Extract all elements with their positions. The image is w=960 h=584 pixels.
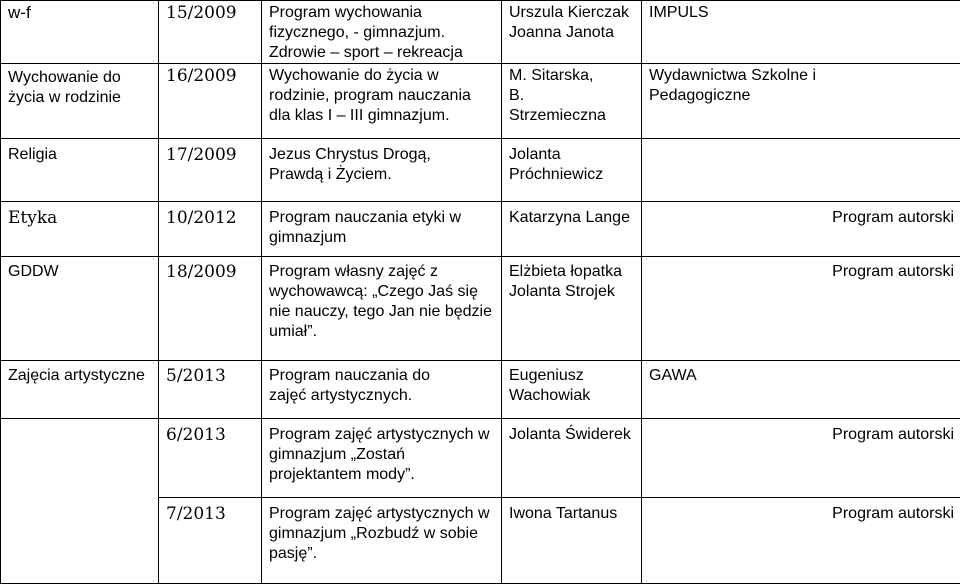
authors-text: Jolanta Próchniewicz (509, 145, 609, 185)
program-text: Program własny zajęć z wychowawcą: „Czego Jaś się nie nauczy, tego Jan nie będzie umiał”. (269, 262, 495, 342)
authors-cell: Iwona Tartanus (502, 497, 642, 584)
subject-cell: Zajęcia artystyczne (1, 361, 159, 419)
subject-cell: GDDW (1, 257, 159, 361)
authors-cell: Jolanta Świderek (502, 419, 642, 498)
subject-cell (1, 497, 159, 584)
number-cell: 6/2013 (159, 419, 262, 498)
authors-cell (502, 257, 642, 361)
program-text: Jezus Chrystus Drogą, Prawdą i Życiem. (269, 145, 469, 185)
publisher-cell (642, 64, 960, 139)
number-cell: 7/2013 (159, 497, 262, 584)
authors-cell: Katarzyna Lange (502, 202, 642, 257)
program-cell (262, 419, 502, 498)
authors-cell (502, 361, 642, 419)
authors-text: Urszula Kierczak Joanna Janota (509, 3, 634, 43)
table-row (1, 64, 960, 139)
program-text: Wychowanie do życia w rodzinie, program nauczania dla klas I – III gimnazjum. (269, 66, 495, 126)
program-cell (262, 139, 502, 202)
table-row (1, 257, 960, 361)
authors-text: Elżbieta łopatka Jolanta Strojek (509, 262, 629, 302)
program-cell (262, 1, 502, 64)
publisher-cell (642, 139, 960, 202)
number-cell: 10/2012 (159, 202, 262, 257)
publisher-cell: Program autorski (642, 257, 960, 361)
program-cell (262, 64, 502, 139)
authors-cell (502, 1, 642, 64)
program-text: Program zajęć artystycznych w gimnazjum „Rozbudź w sobie pasję”. (269, 504, 495, 564)
publisher-cell: GAWA (642, 361, 960, 419)
number-cell: 18/2009 (159, 257, 262, 361)
authors-text: Eugeniusz Wachowiak (509, 366, 609, 406)
program-text: Program nauczania do zajęć artystycznych. (269, 366, 469, 406)
program-cell (262, 257, 502, 361)
table-row (1, 497, 960, 584)
program-text: Program zajęć artystycznych w gimnazjum „Zostań projektantem mody”. (269, 425, 495, 485)
table-row (1, 139, 960, 202)
subject-cell: Wychowanie do życia w rodzinie (1, 64, 159, 139)
publisher-cell: Program autorski (642, 202, 960, 257)
authors-cell (502, 139, 642, 202)
subject-cell: w-f (1, 1, 159, 64)
number-cell: 16/2009 (159, 64, 262, 139)
table-row (1, 361, 960, 419)
number-cell: 5/2013 (159, 361, 262, 419)
publisher-cell: IMPULS (642, 1, 960, 64)
table-row (1, 419, 960, 498)
authors-cell (502, 64, 642, 139)
subject-cell: Religia (1, 139, 159, 202)
subject-cell: Etyka (1, 202, 159, 257)
number-cell: 17/2009 (159, 139, 262, 202)
publisher-cell: Program autorski (642, 497, 960, 584)
publisher-cell: Program autorski (642, 419, 960, 498)
table-row (1, 1, 960, 64)
number-cell: 15/2009 (159, 1, 262, 64)
table-row (1, 202, 960, 257)
authors-text: M. Sitarska, B. Strzemieczna (509, 66, 609, 126)
program-cell (262, 202, 502, 257)
program-cell (262, 361, 502, 419)
publisher-text: Wydawnictwa Szkolne i Pedagogiczne (649, 66, 824, 106)
program-text: Program nauczania etyki w gimnazjum (269, 208, 469, 248)
program-cell (262, 497, 502, 584)
program-text: Program wychowania fizycznego, - gimnazjum. Zdrowie – sport – rekreacja (269, 3, 497, 63)
subject-cell (1, 419, 159, 498)
